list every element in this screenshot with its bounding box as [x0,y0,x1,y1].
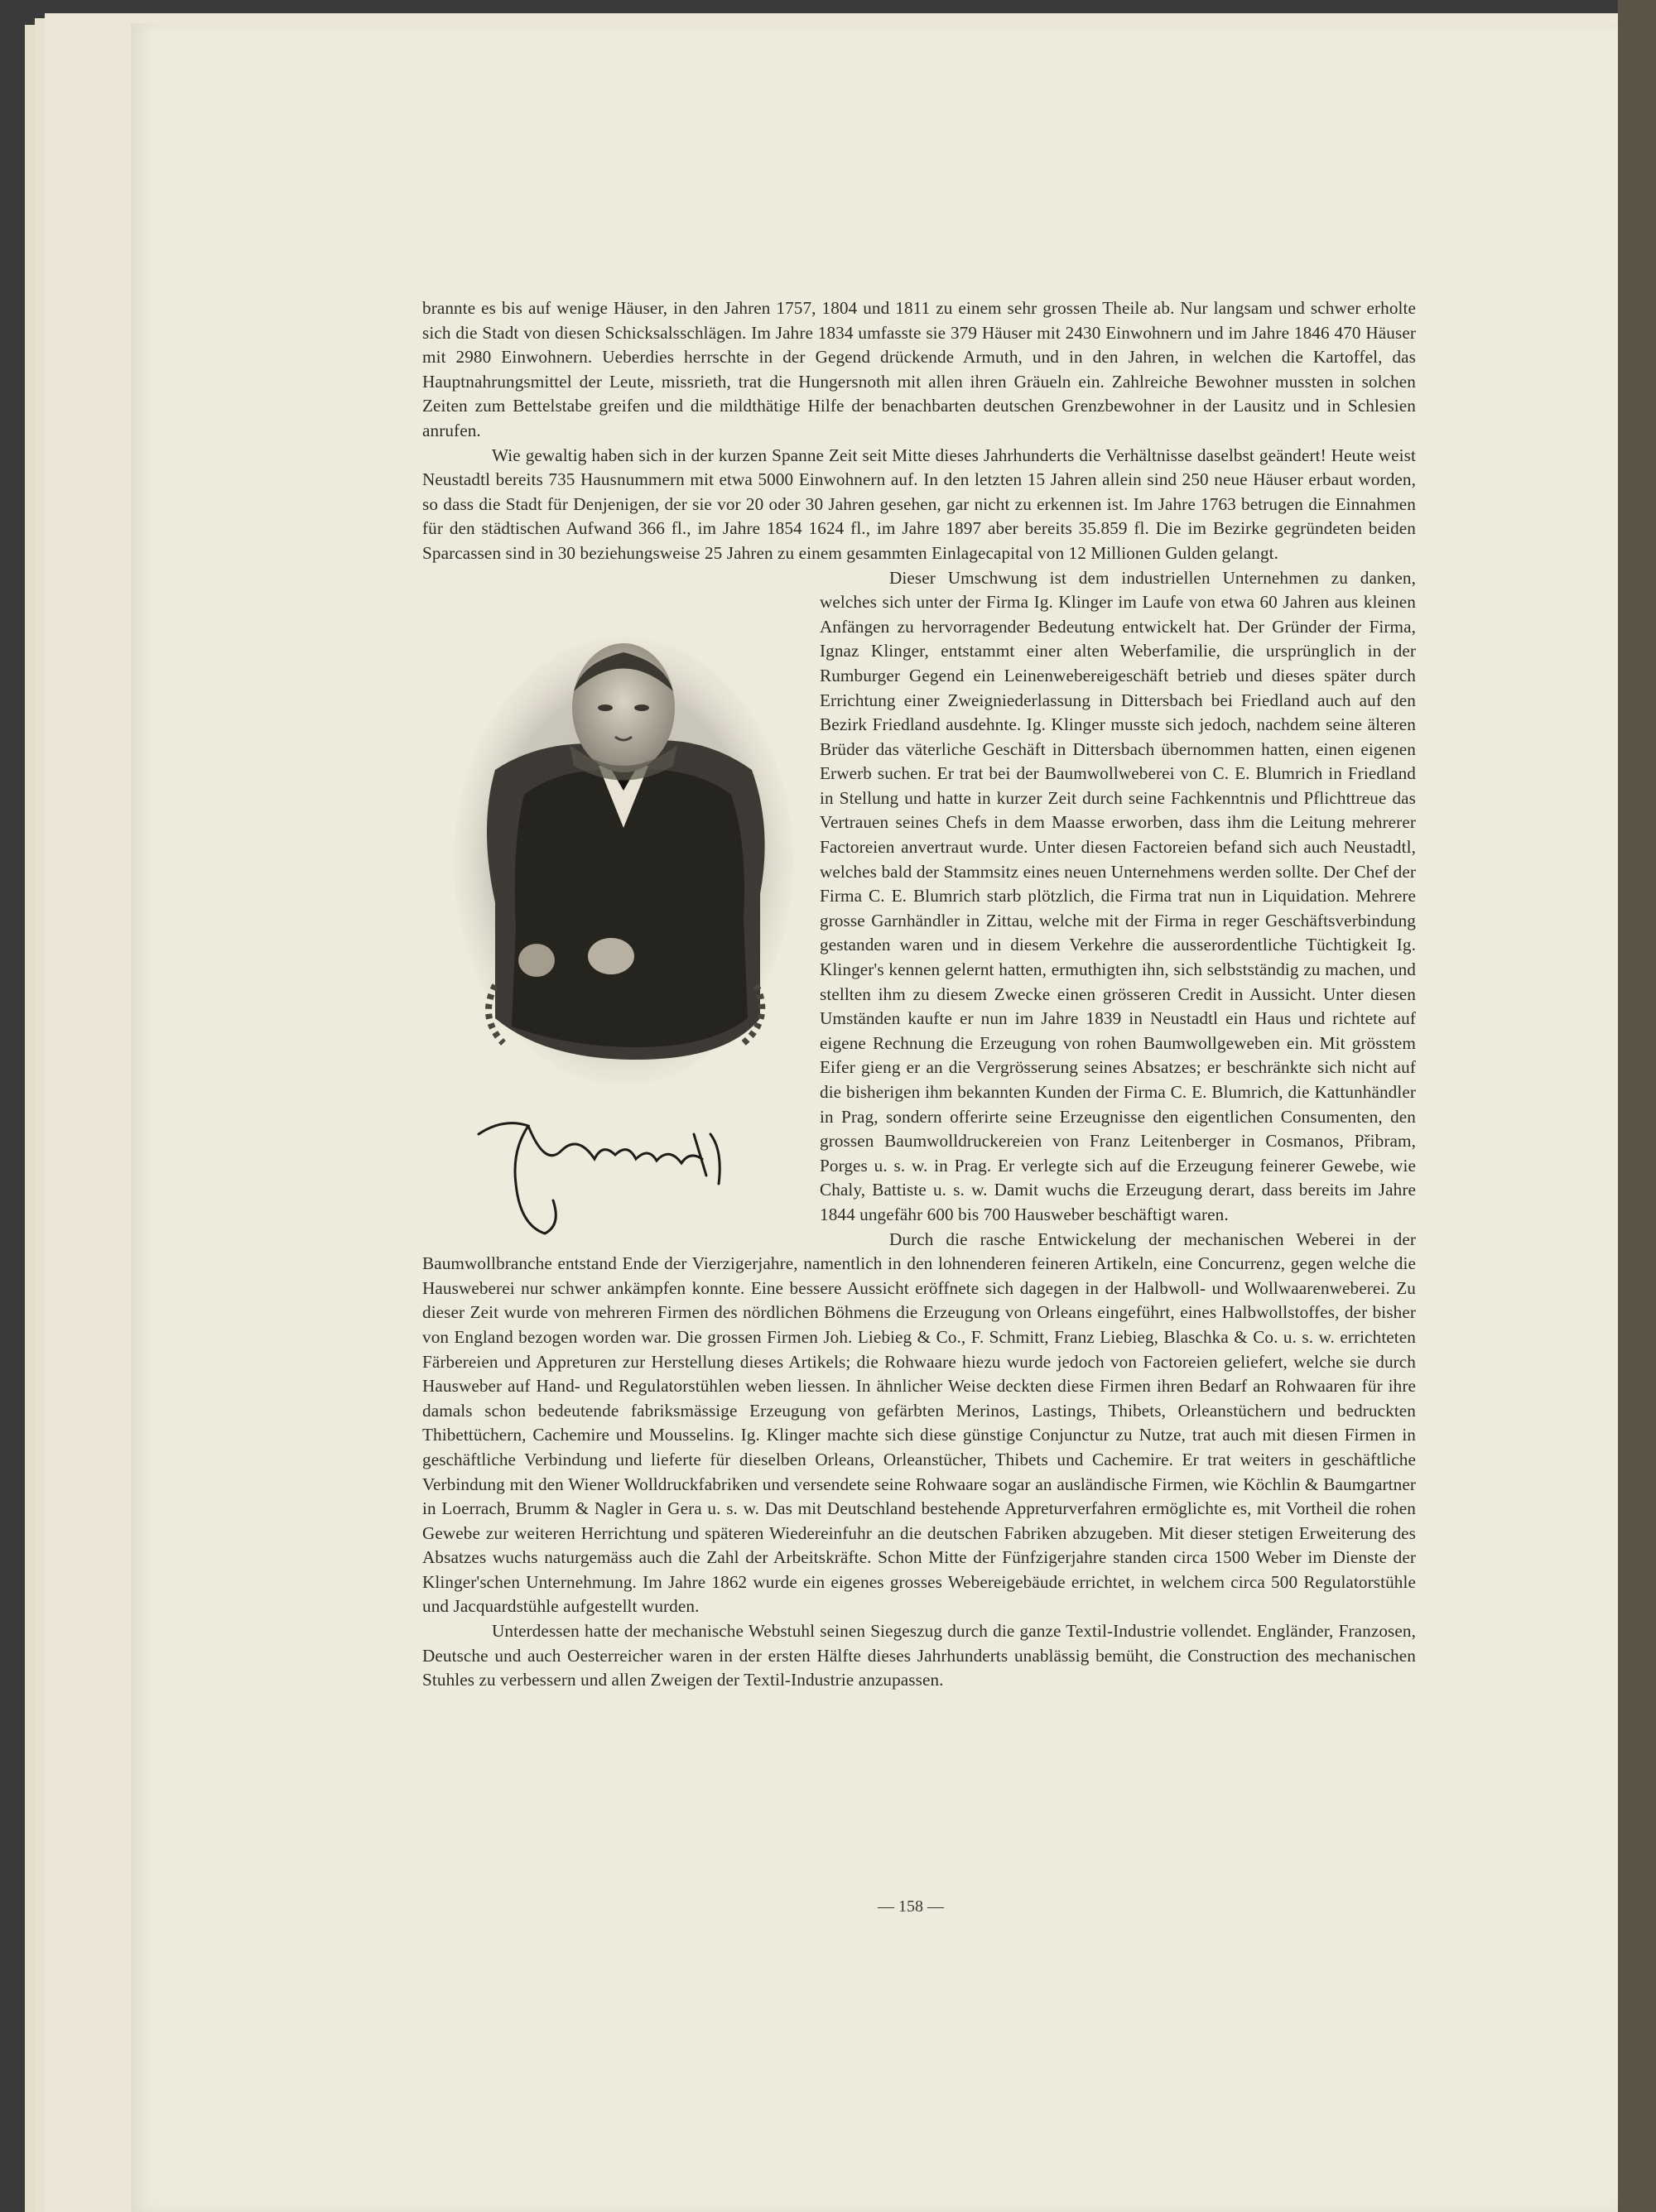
paragraph: Unterdessen hatte der mechanische Webstuhl seinen Siegeszug durch die ganze Textil-Industrie vollendet. Engländer, Franzosen, Deutsche und auch Oesterreicher waren in der ersten Hälfte dieses Jahrhunderts unablässig bemüht, die Construction des mechanischen Stuhles zu verbessern und allen Zweigen der Textil-Industrie anzupassen. [422,1621,1416,1690]
book-cover-edge [1618,0,1656,2212]
page-number: — 158 — [878,1897,944,1916]
paragraph: Durch die rasche Entwickelung der mechanischen Weberei in der Baumwollbranche entstand Ende der Vierzigerjahre, namentlich in den lohnenderen feineren Artikeln, eine Concurrenz, gegen welche die Hausweberei nur schwer ankämpfen konnte. Eine bessere Aussicht eröffnete sich dagegen in der Halbwoll- und Wollwaarenweberei. Zu dieser Zeit wurde von mehreren Firmen des nördlichen Böhmens die Erzeugung von Orleans eingeführt, eines Halbwollstoffes, der bisher von England bezogen worden war. Die grossen Firmen Joh. Liebieg & Co., F. Schmitt, Franz Liebieg, Blaschka & Co. u. s. w. errichteten Färbereien und Appreturen zur Herstellung dieses Artikels; die Rohwaare hiezu wurde jedoch von Factoreien geliefert, welche sie durch Hausweber auf Hand- und Regulatorstühlen weben liessen. In ähnlicher Weise deckten diese Firmen ihren Bedarf an Rohwaaren für ihre damals schon bedeutende fabriksmässige Erzeugung von gefärbten Merinos, Lastings, Thibets, Orleanstüchern und bedruckten Thibettüchern, Cachemire und Mousselins. Ig. Klinger machte sich diese günstige Conjunctur zu Nutze, trat auch mit diesen Firmen in geschäftliche Verbindung und lieferte für dieselben Orleans, Orleanstücher, Thibets und Cachemire. Er trat weiters in geschäftliche Verbindung mit den Wiener Wolldruckfabriken und versendete seine Rohwaare sogar an ausländische Firmen, wie Köchlin & Baumgartner in Loerrach, Brumm & Nagler in Gera u. s. w. Das mit Deutschland bestehende Appreturverfahren ermöglichte es, mit Vortheil die rohen Gewebe zur weiteren Herrichtung und späteren Wiedereinfuhr an die deutschen Fabriken abzugeben. Mit dieser stetigen Erweiterung des Absatzes wuchs naturgemäss auch die Zahl der Arbeitskräfte. Schon Mitte der Fünfzigerjahre standen circa 1500 Weber im Dienste der Klinger'schen Unternehmung. Im Jahre 1862 wurde ein eigenes grosses Webereigebäude errichtet, in welchem circa 500 Regulatorstühle und Jacquardstühle aufgestellt wurden. [422,1229,1416,1617]
paragraph: brannte es bis auf wenige Häuser, in den Jahren 1757, 1804 und 1811 zu einem sehr grossen Theile ab. Nur langsam und schwer erholte sich die Stadt von diesen Schicksalsschlägen. Im Jahre 1834 umfasste sie 379 Häuser mit 2430 Einwohnern und im Jahre 1846 470 Häuser mit 2980 Einwohnern. Ueberdies herrschte in der Gegend drückende Armuth, und in den Jahren, in welchen die Kartoffel, das Hauptnahrungsmittel der Leute, missrieth, trat die Hungersnoth mit allen ihren Gräueln ein. Zahlreiche Bewohner mussten in solchen Zeiten zum Bettelstabe greifen und die mildthätige Hilfe der benachbarten deutschen Grenzbewohner in der Lausitz und in Schlesien anrufen. [422,298,1416,440]
body-text [422,296,1416,1693]
portrait-spacer [422,566,820,1229]
paragraph: Wie gewaltig haben sich in der kurzen Spanne Zeit seit Mitte dieses Jahrhunderts die Verhältnisse daselbst geändert! Heute weist Neustadtl bereits 735 Hausnummern mit etwa 5000 Einwohnern auf. In den letzten 15 Jahren allein sind 250 neue Häuser erbaut worden, so dass die Stadt für Denjenigen, der sie vor 20 oder 30 Jahren gesehen, gar nicht zu erkennen ist. Im Jahre 1763 betrugen die Einnahmen für den städtischen Aufwand 366 fl., im Jahre 1854 1624 fl., im Jahre 1897 aber bereits 35.859 fl. Die im Bezirke gegründeten beiden Sparcassen sind in 30 beziehungsweise 25 Jahren zu einem gesammten Einlagecapital von 12 Millionen Gulden gelangt. [422,445,1416,563]
paragraph: Dieser Umschwung ist dem industriellen Unternehmen zu danken, welches sich unter der Firma Ig. Klinger im Laufe von etwa 60 Jahren aus kleinen Anfängen zu hervorragender Bedeutung entwickelt hat. Der Gründer der Firma, Ignaz Klinger, entstammt einer alten Weberfamilie, die ursprünglich in der Rumburger Gegend ein Leinenwebereigeschäft betrieb und dieses später durch Errichtung einer Zweigniederlassung in Dittersbach bei Friedland auch auf den Bezirk Friedland ausdehnte. Ig. Klinger musste sich jedoch, nachdem seine älteren Brüder das väterliche Geschäft in Dittersbach übernommen hatten, einen eigenen Erwerb suchen. Er trat bei der Baumwollweberei von C. E. Blumrich in Friedland in Stellung und hatte in kurzer Zeit durch seine Fachkenntnis und Pflichttreue das Vertrauen seines Chefs in dem Maasse erworben, dass ihm die Leitung mehrerer Factoreien anvertraut wurde. Unter diesen Factoreien befand sich auch Neustadtl, welches bald der Stammsitz eines neuen Unternehmens werden sollte. Der Chef der Firma C. E. Blumrich starb plötzlich, die Firma trat nun in Liquidation. Mehrere grosse Garnhändler in Zittau, welche mit der Firma in reger Geschäftsverbindung gestanden waren und in diesem Verkehre die ausserordentliche Tüchtigkeit Ig. Klinger's kennen gelernt hatten, ermuthigten ihn, sich selbstständig zu machen, und stellten ihm zu diesem Zwecke einen grösseren Credit in Aussicht. Unter diesen Umständen kaufte er nun im Jahre 1839 in Neustadtl ein Haus und richtete auf eigene Rechnung die Erzeugung von rohen Baumwollgeweben ein. Mit grösstem Eifer gieng er an die Vergrösserung seines Absatzes; er beschränkte sich nicht auf die bisherigen ihm bekannten Kunden der Firma C. E. Blumrich, die Kattunhändler in Prag, sondern offerirte seine Erzeugnisse den eigentlichen Consumenten, den grossen Baumwolldruckereien von Franz Leitenberger in Cosmanos, Přibram, Porges u. s. w. in Prag. Er verlegte sich auf die Erzeugung feinerer Gewebe, wie Chaly, Battiste u. s. w. Damit wuchs die Erzeugung derart, dass bereits im Jahre 1844 ungefähr 600 bis 700 Hausweber beschäftigt waren. [820,567,1416,1224]
